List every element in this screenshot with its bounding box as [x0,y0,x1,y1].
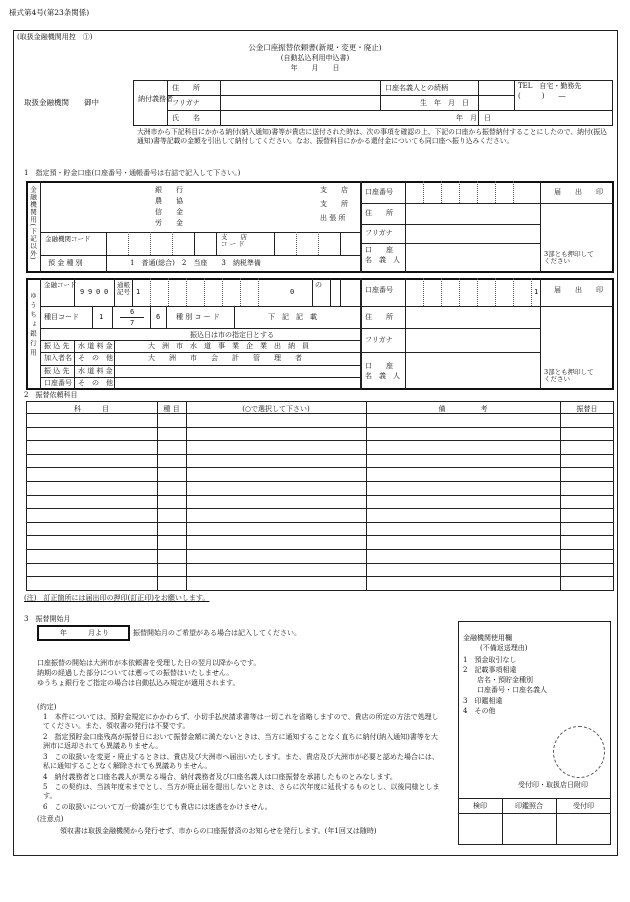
table-row [26,590,614,591]
bank-use-item-4: 口座番号・口座名義人 [463,686,547,694]
passbook-first: 1 [136,288,141,296]
name-field[interactable] [221,111,477,125]
account-number-label: 口座番号 [365,188,393,196]
name-label: 氏 名 [172,114,200,122]
stamp-label: 受付印・取扱店日附印 [518,781,588,789]
yucho-code-label: 金融コード [44,281,77,289]
birthdate-label: 生 年 月 日 [420,99,469,107]
furigana-label: フリガナ [172,99,200,107]
title-date: 年 月 日 [290,64,340,72]
transfer-note: 振込日は市の指定日とする [190,331,274,339]
yucho-last-digit: 1 [534,288,539,296]
bank-addressee: 取扱金融機関 御中 [24,98,99,107]
bank-use-item-1: 1 預金取引なし [463,656,517,664]
payee-row2-sub: そ の 他 [78,354,113,362]
agreement-6: 6 この取扱いについて万一紛議が生じても貴店には迷惑をかけません。 [43,803,272,811]
passbook-label: 通帳 記号 [117,281,130,297]
form-number: 様式第4号(第23条関係) [9,8,90,17]
payee-row2-value: 大 洲 市 会 計 管 理 者 [148,354,302,362]
yucho-code-digit-1: 9 [80,288,85,296]
deposit-options[interactable]: 1 普通(総合) 2 当座 3 納税準備 [130,259,261,267]
birthdate-value: 年 月 日 [456,114,491,122]
correction-note: (注) 訂正箇所には届出印の押印(訂正印)をお願いします。 [24,594,210,602]
type-code-value: 1 [99,313,104,321]
acct-address-label: 住 所 [365,209,393,217]
bank-use-title: 金融機関使用欄 [463,634,512,642]
payee-row4-label: 口座番号 [44,379,72,387]
type-code-note: 下 記 記 載 [268,313,317,321]
date-stamp-circle [553,726,605,778]
table-row [26,508,614,509]
type-code-label: 種目コード [44,313,79,321]
payee-row1-value: 大 洲 市 水 道 事 業 企 業 出 納 員 [148,342,309,350]
acct-holder-label: 口 座 名 義 人 [365,246,400,264]
bottom-receipt: 受付印 [573,802,594,810]
start-month-note: 振替開始月のご希望がある場合は記入してください。 [133,629,301,637]
passbook-zero: 0 [290,288,295,296]
section3-title: 3 振替開始月 [24,615,71,623]
table-row [26,549,614,550]
address-field[interactable] [221,81,379,94]
fraction-bottom: 7 [130,319,135,327]
bottom-kenin: 検印 [473,802,487,810]
yucho-side-label: ゆうちょ銀行用 [29,292,37,359]
type-code-label2: 種 別 コ ー ド [176,313,220,321]
section2-title: 2 振替依頼科目 [24,391,78,399]
table-row [26,440,614,441]
seal-note: 3部とも押印して ください [544,250,594,266]
tel-label: TEL 自宅・勤務先 [518,82,582,90]
deposit-type-label: 預 金 種 別 [48,259,83,267]
bank-use-item-2: 2 記載事項相違 [463,666,517,674]
payee-row3-label: 振 込 先 [44,367,70,375]
agreement-4: 4 納付義務者と口座名義人が異なる場合、納付義務者及び口座名義人は口座振替を承諾したものとみなします。 [43,773,397,781]
acct-furigana-label: フリガナ [365,229,393,237]
caution-title: (注意点) [37,815,64,823]
bank-type-noukyo: 農 協 [155,197,183,205]
agreement-2: 2 指定預貯金口座残高が振替日において振替金額に満たないときは、当方に通知することなく直ちに納付(納入通知)書等を大洲市に返却されても異議ありません。 [43,733,438,751]
bank-use-item-6: 4 その他 [463,707,496,715]
table-row [26,454,614,455]
table-row [26,563,614,564]
agreement-1: 1 本件については、預貯金規定にかかわらず、小切手払戻請求書等は一切これを省略しますので、貴店の所定の方法で処理してください。また、領収書の発行は不要です。 [43,713,439,731]
bank-side-label: 金融機関用(下記以外) [29,186,37,261]
note-3: ゆうちょ銀行をご指定の場合は自動払込み規定が適用されます。 [37,679,240,687]
page-subtitle: (自動払込利用申込書) [280,54,350,62]
section1-title: 1 指定預・貯金口座(口座番号・通帳番号は右詰で記入して下さい。) [24,169,241,177]
col-subject: 科 目 [74,405,109,413]
start-month-value: 年 月より [60,629,109,637]
relation-label: 口座名義人との続柄 [385,84,448,92]
payee-row1-sub: 水 道 料 金 [78,342,113,350]
col-select: (○で選択して下さい) [242,405,310,413]
seal-label: 届 出 印 [554,188,603,196]
bank-use-item-5: 3 印鑑相違 [463,697,503,705]
bank-code-label: 金融機関コード [45,235,91,243]
agreement-title: (約定) [37,703,57,711]
outer-label: (取扱金融機関用控 ①) [17,33,93,41]
table-row [26,495,614,496]
yucho-account-label: 口座番号 [365,286,393,294]
table-row [26,427,614,428]
bank-type-bank: 銀 行 [155,186,183,194]
agreement-3: 3 この取扱いを変更・廃止するときは、貴店及び大洲市へ届出いたします。また、貴店及び大洲市が必要と認めた場合には、私に通知することなく解除されても異議ありません。 [43,753,439,771]
yucho-seal-label: 届 出 印 [554,286,603,294]
table-row [26,576,614,577]
bottom-seal-check: 印鑑照合 [515,802,543,810]
note-1: 口座振替の開始は大洲市が本依頼書を受理した日の翌月以降からです。 [37,659,261,667]
yucho-code-digit-4: 0 [104,288,109,296]
passbook-paren: の [315,281,322,289]
yucho-code-digit-3: 0 [96,288,101,296]
intro-text: 大洲市から下記科目にかかる納付(納入通知)書等が貴店に送付された時は、次の事項を確認の上、下記の口座から振替納付することにしたので、納付(振込通知)書等記載の金額を引出して納付してください。なお、振替料目にかかる還付金についても同口座へ振り込みください。 [137,128,608,146]
payee-row4-sub: そ の 他 [78,379,113,387]
table-row [26,467,614,468]
caution-text: 領収書は取扱金融機関から発行せず、市からの口座振替済のお知らせを発行します。(年1回又は随時) [60,827,377,835]
branch-type-sub: 出 張 所 [320,214,346,222]
yucho-holder-label: 口 座 名 義 人 [365,362,400,380]
address-label: 住 所 [172,84,200,92]
table-row [26,481,614,482]
col-remarks: 備 考 [438,405,488,413]
branch-code-label: 支 店 コ ー ド [221,233,247,249]
yucho-address-label: 住 所 [365,313,393,321]
payee-row1-label: 振 込 先 [44,342,70,350]
yucho-seal-note: 3部とも押印して ください [544,368,594,384]
branch-type-branch: 支 店 [320,186,348,194]
col-date: 振替日 [576,405,598,413]
col-kind: 種 目 [163,405,180,413]
tel-value: ( ) ― [518,92,566,100]
table-row [26,535,614,536]
table-row [26,522,614,523]
type-six: 6 [156,313,161,321]
bank-use-subtitle: (不備返送理由) [480,644,528,652]
agreement-5: 5 この契約は、当該年度末までとし、当方が廃止届を提出しないときは、さらに次年度に延長するものとし、以後同様とします。 [43,783,440,801]
page-title: 公金口座振替依頼書(新規・変更・廃止) [248,43,382,52]
bank-use-item-3: 店名・預貯金種別 [463,676,533,684]
bank-type-shinkin: 信 金 [155,208,183,216]
fraction-top: 6 [130,308,135,316]
payee-row2-label: 加入者名 [44,354,72,362]
furigana-field[interactable] [221,96,379,109]
yucho-furigana-label: フリガナ [365,336,393,344]
payer-label: 納付義務者 [138,95,173,103]
bank-type-roukin: 労 金 [155,219,183,227]
branch-type-office: 支 所 [320,200,348,208]
table-header-divider [26,413,614,414]
bank-account-block [26,181,614,273]
payee-row3-sub: 水 道 料 金 [78,367,113,375]
yucho-code-digit-2: 9 [88,288,93,296]
note-2: 納期の経過した部分については遡っての振替はいたしません。 [37,669,234,677]
